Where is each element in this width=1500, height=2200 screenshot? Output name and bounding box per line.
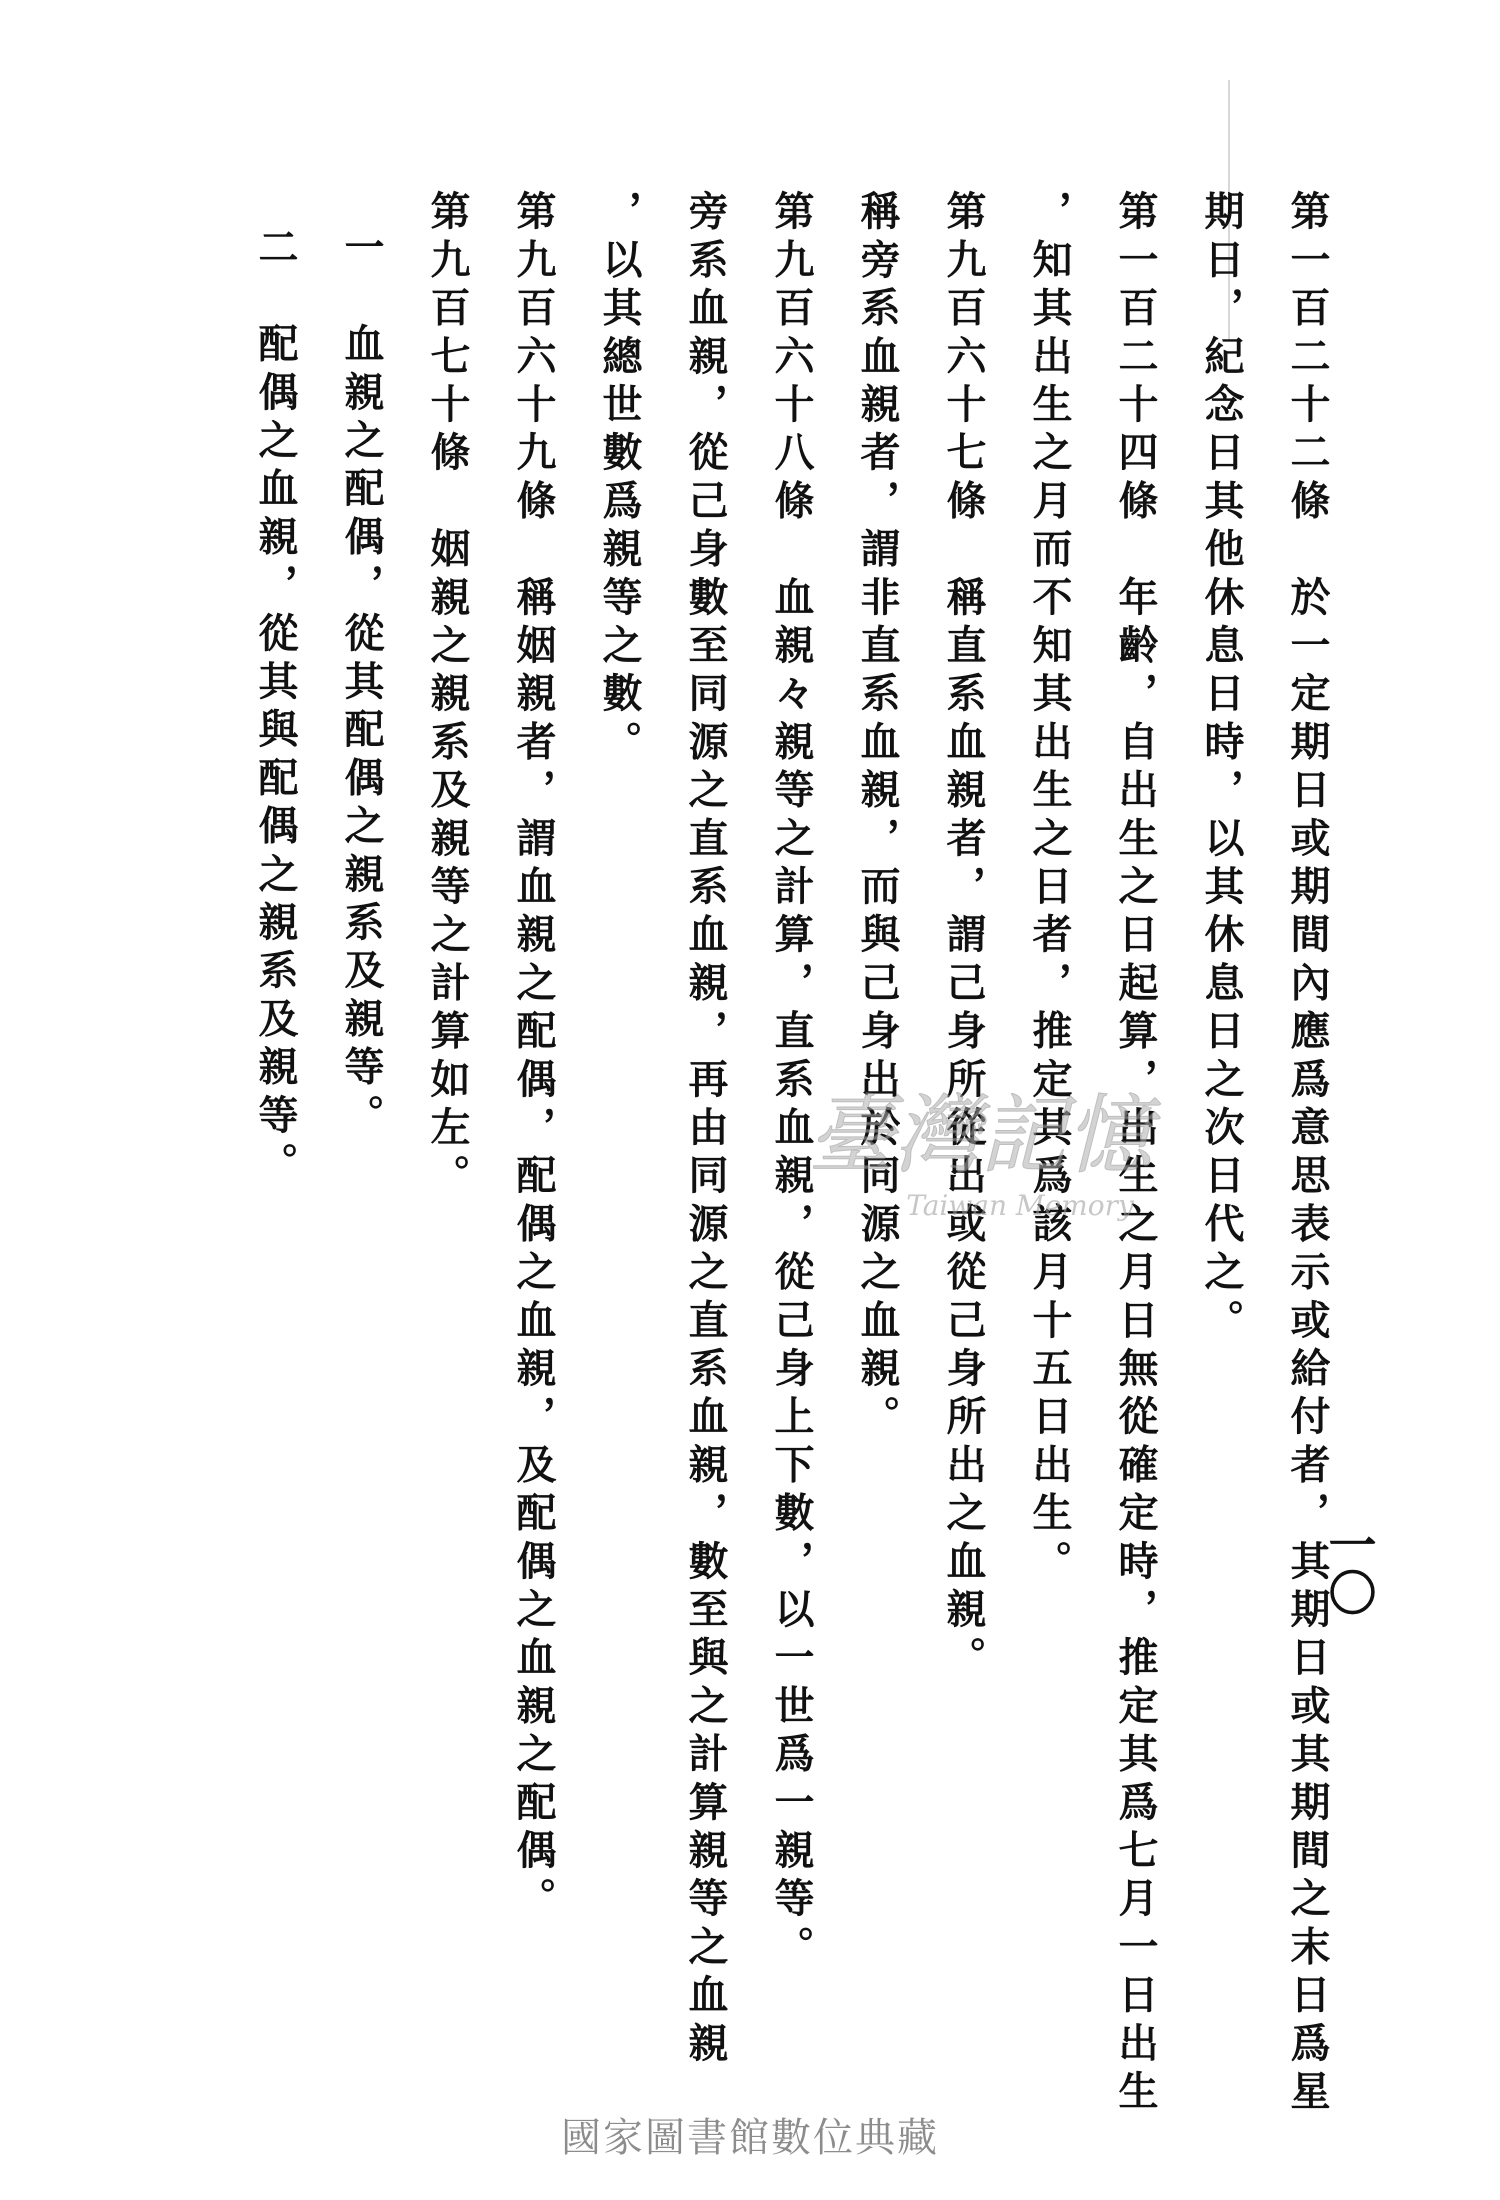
- library-logo-text: 國家圖書館數位典藏: [561, 2115, 939, 2161]
- text-column: ，知其出生之月而不知其出生之日者，推定其爲該月十五日出生。: [1026, 190, 1073, 1588]
- text-column: 期日，紀念日其他休息日時，以其休息日之次日代之。: [1198, 190, 1245, 1347]
- text-column: ，以其總世數爲親等之數。: [596, 190, 643, 769]
- text-column: 第九百七十條 姻親之親系及親等之計算如左。: [424, 190, 471, 1203]
- text-column: 旁系血親，從己身數至同源之直系血親，再由同源之直系血親，數至與之計算親等之血親: [682, 190, 729, 2070]
- text-column: 二 配偶之血親，從其與配偶之親系及親等。: [252, 226, 299, 1190]
- document-body: [232, 190, 1350, 2118]
- text-column: 稱旁系血親者，謂非直系血親，而與己身出於同源之血親。: [854, 190, 901, 1444]
- text-column: 一 血親之配偶，從其配偶之親系及親等。: [338, 226, 385, 1142]
- text-column: 第一百二十二條 於一定期日或期間內應爲意思表示或給付者，其期日或其期間之末日爲星: [1284, 190, 1331, 2118]
- text-column: 第一百二十四條 年齡，自出生之日起算，出生之月日無從確定時，推定其爲七月一日出生: [1112, 190, 1159, 2118]
- text-column: 第九百六十八條 血親々親等之計算，直系血親，從己身上下數，以一世爲一親等。: [768, 190, 815, 1974]
- watermark-subtitle: Taiwan Memory: [906, 1189, 1134, 1222]
- watermark-text: 臺灣記憶: [808, 1086, 1152, 1186]
- page-number: 一〇: [1320, 1520, 1376, 1616]
- text-column: 第九百六十七條 稱直系血親者，謂己身所從出或從己身所出之血親。: [940, 190, 987, 1685]
- text-column: 第九百六十九條 稱姻親者，謂血親之配偶，配偶之血親，及配偶之血親之配偶。: [510, 190, 557, 1926]
